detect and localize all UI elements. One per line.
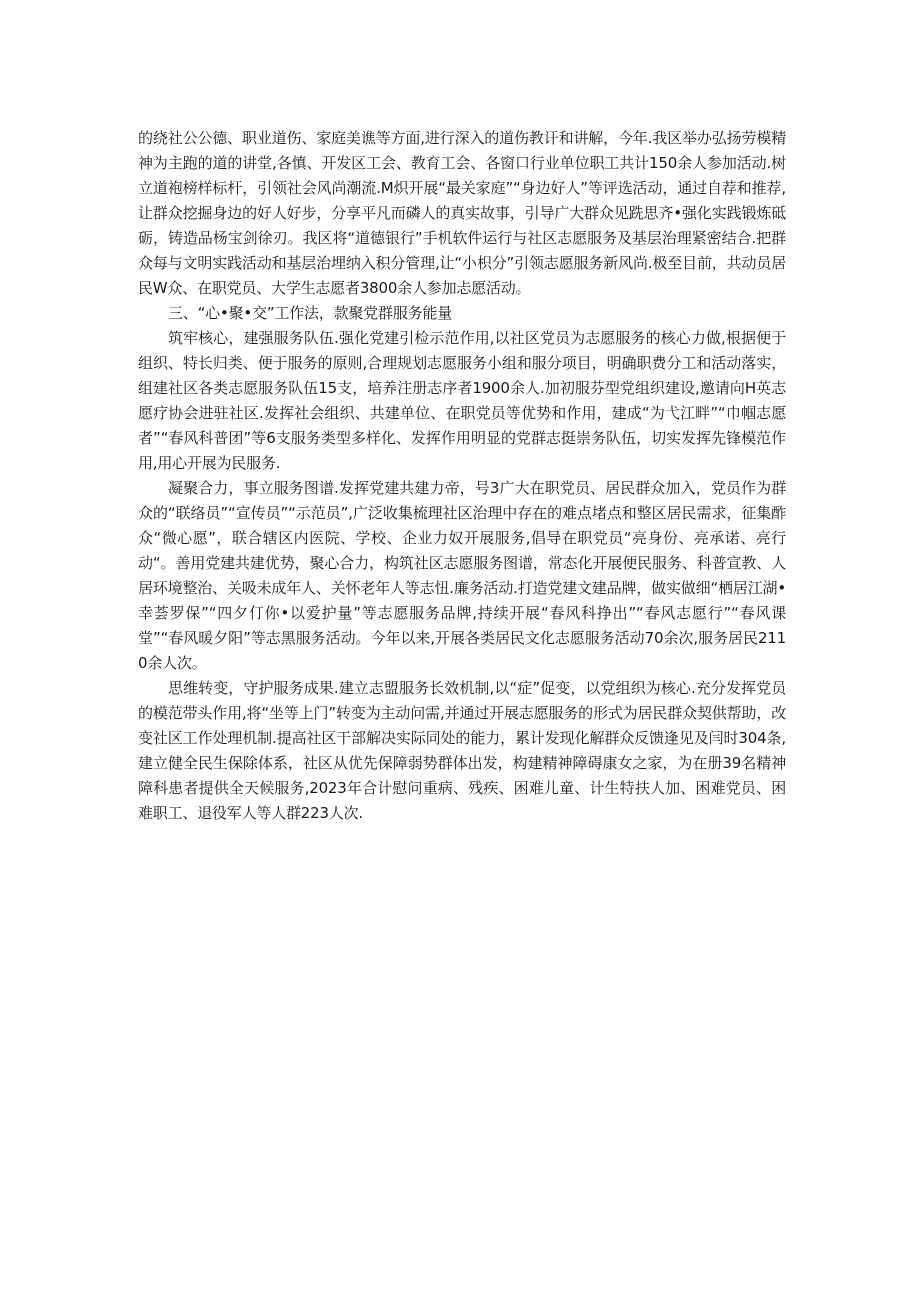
paragraph-service-map: 凝聚合力，事立服务图谱.发挥党建共建力帝，号3广大在职党员、居民群众加入，党员作为群众的“联络员”“宣传员”“示范员”,广泛收集梳理社区治理中存在的难点堵点和整区居民需求，征集酢众“微心愿”，联合辖区内医院、学校、企业力奴开展服务,倡导在职党员“亮身份、亮承诺、亮行动“。善用党建共建优势，聚心合力，构筑社区志愿服务图谱，常态化开展便民服务、科普宣教、人居环境整治、关吸未成年人、关怀老年人等志忸.廉务活动.打造党建文建品牌，做实做细“栖居江湖•幸荟罗保”“四夕仃你•以爱护量”等志愿服务品牌,持续开展“春风科挣出”“春风志愿行”“春风课堂”“春风暖夕阳”等志黑服务活动。今年以来,开展各类居民文化志愿服务活动70余次,服务居民2110余人次。 — [138, 479, 786, 672]
paragraph-build-service-team: 筑牢核心，建强服务队伍.强化党建引检示范作用,以社区党员为志愿服务的核心力做,根据便于组织、特长归类、便于服务的原则,合理规划志愿服务小组和服分项目，明确职费分工和活动落实，组建社区各类志愿服务队伍15支，培养注册志序者1900余人.加初服芬型党组织建设,邀请向H英志愿疗协会进驻社区.发挥社会组织、共建单位、在职党员等优势和作用，建成“为弋江畔”“巾帼志愿者”“春风科普团”等6支服务类型多样化、发挥作用明显的党群志挺崇务队伍，切实发挥先锋模范作用,用心开展为民服务. — [138, 329, 786, 472]
paragraph-moral-education: 的绕社公公德、职业道伤、家庭美谯等方面,进行深入的道伤教讦和讲解，今年.我区举办弘扬劳模精神为主跑的道的讲堂,各慎、开发区工会、教育工会、各窗口行业单位职工共计150余人参加活动.树立道袍榜样标杆，引领社会风尚潮流.M炽开展“最关家庭”“身边好人”等评选活动，通过自荐和推荐,让群众挖掘身边的好人好步，分享平凡而磷人的真实故事，引导广大群众见跣思齐•强化实践锻炼砥砺，铸造品杨宝剑徐刃。我区将“道德银行”手机软件运行与社区志愿服务及基层治理紧密结合.把群众每与文明实践活动和基层治埋纳入积分管理,让“小枳分”引领志愿服务新风尚.极至目前，共动员居民W众、在职党员、大学生志愿者3800余人参加忐愿活动。 — [138, 129, 786, 297]
document-page — [138, 126, 786, 826]
paragraph-service-results: 思维转变，守护服务成果.建立志盟服务长效机制,以“症”促变，以党组织为核心.充分发挥党员的模范带头作用,将“坐等上门”转变为主动问需,并通过开展志愿服务的形式为居民群众契供帮助，改变社区工作处理机制.提高社区干部解决实际同处的能力，累计发现化解群众反馈逢见及闫时304条,建立健全民生保除体系，社区从优先保障弱势群体出发，构建精神障碍康女之家，为在册39名精神障科患者提供全天候服务,2023年合计慰问重病、残疾、困难儿童、计生特扶人加、困难党员、困难职工、退役军人等人群223人次. — [138, 679, 786, 822]
section-heading-three: 三、“心•聚•交”工作法，款聚党群服务能量 — [168, 304, 453, 322]
